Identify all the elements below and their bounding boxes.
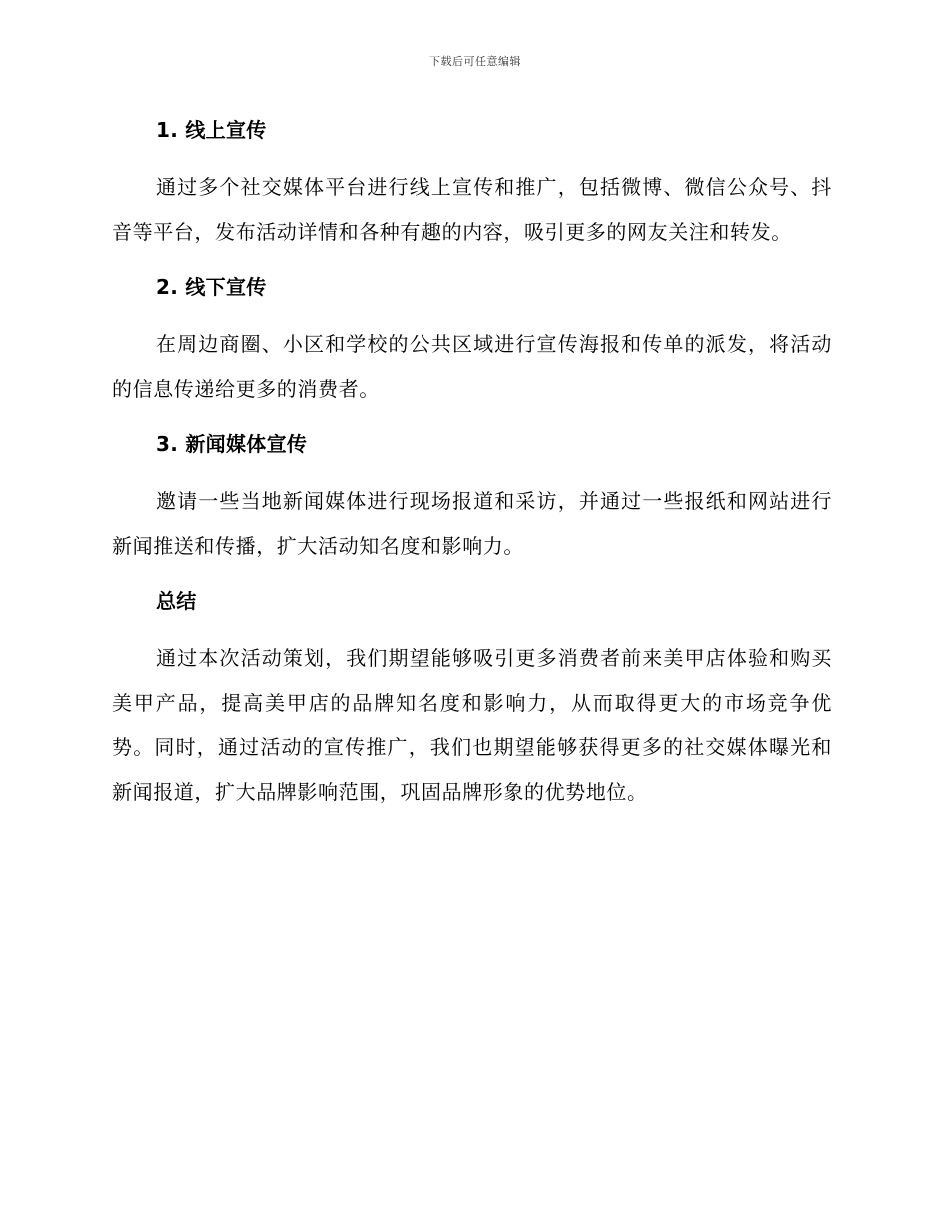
section-heading-online-promotion: 1. 线上宣传 [156, 118, 267, 142]
section-body-online-promotion: 通过多个社交媒体平台进行线上宣传和推广，包括微博、微信公众号、抖音等平台，发布活动详情和各种有趣的内容，吸引更多的网友关注和转发。 [112, 175, 832, 244]
section-heading-news-media: 3. 新闻媒体宣传 [156, 432, 308, 456]
section-body-offline-promotion: 在周边商圈、小区和学校的公共区域进行宣传海报和传单的派发，将活动的信息传递给更多的消费者。 [112, 332, 832, 401]
section-body-summary: 通过本次活动策划，我们期望能够吸引更多消费者前来美甲店体验和购买美甲产品，提高美甲店的品牌知名度和影响力，从而取得更大的市场竞争优势。同时，通过活动的宣传推广，我们也期望能够获得更多的社交媒体曝光和新闻报道，扩大品牌影响范围，巩固品牌形象的优势地位。 [112, 646, 832, 804]
section-heading-summary: 总结 [156, 589, 197, 613]
section-heading-offline-promotion: 2. 线下宣传 [156, 275, 267, 299]
page-header-note: 下载后可任意编辑 [429, 55, 521, 68]
document-content [112, 112, 832, 814]
section-body-news-media: 邀请一些当地新闻媒体进行现场报道和采访，并通过一些报纸和网站进行新闻推送和传播，扩大活动知名度和影响力。 [112, 489, 832, 558]
